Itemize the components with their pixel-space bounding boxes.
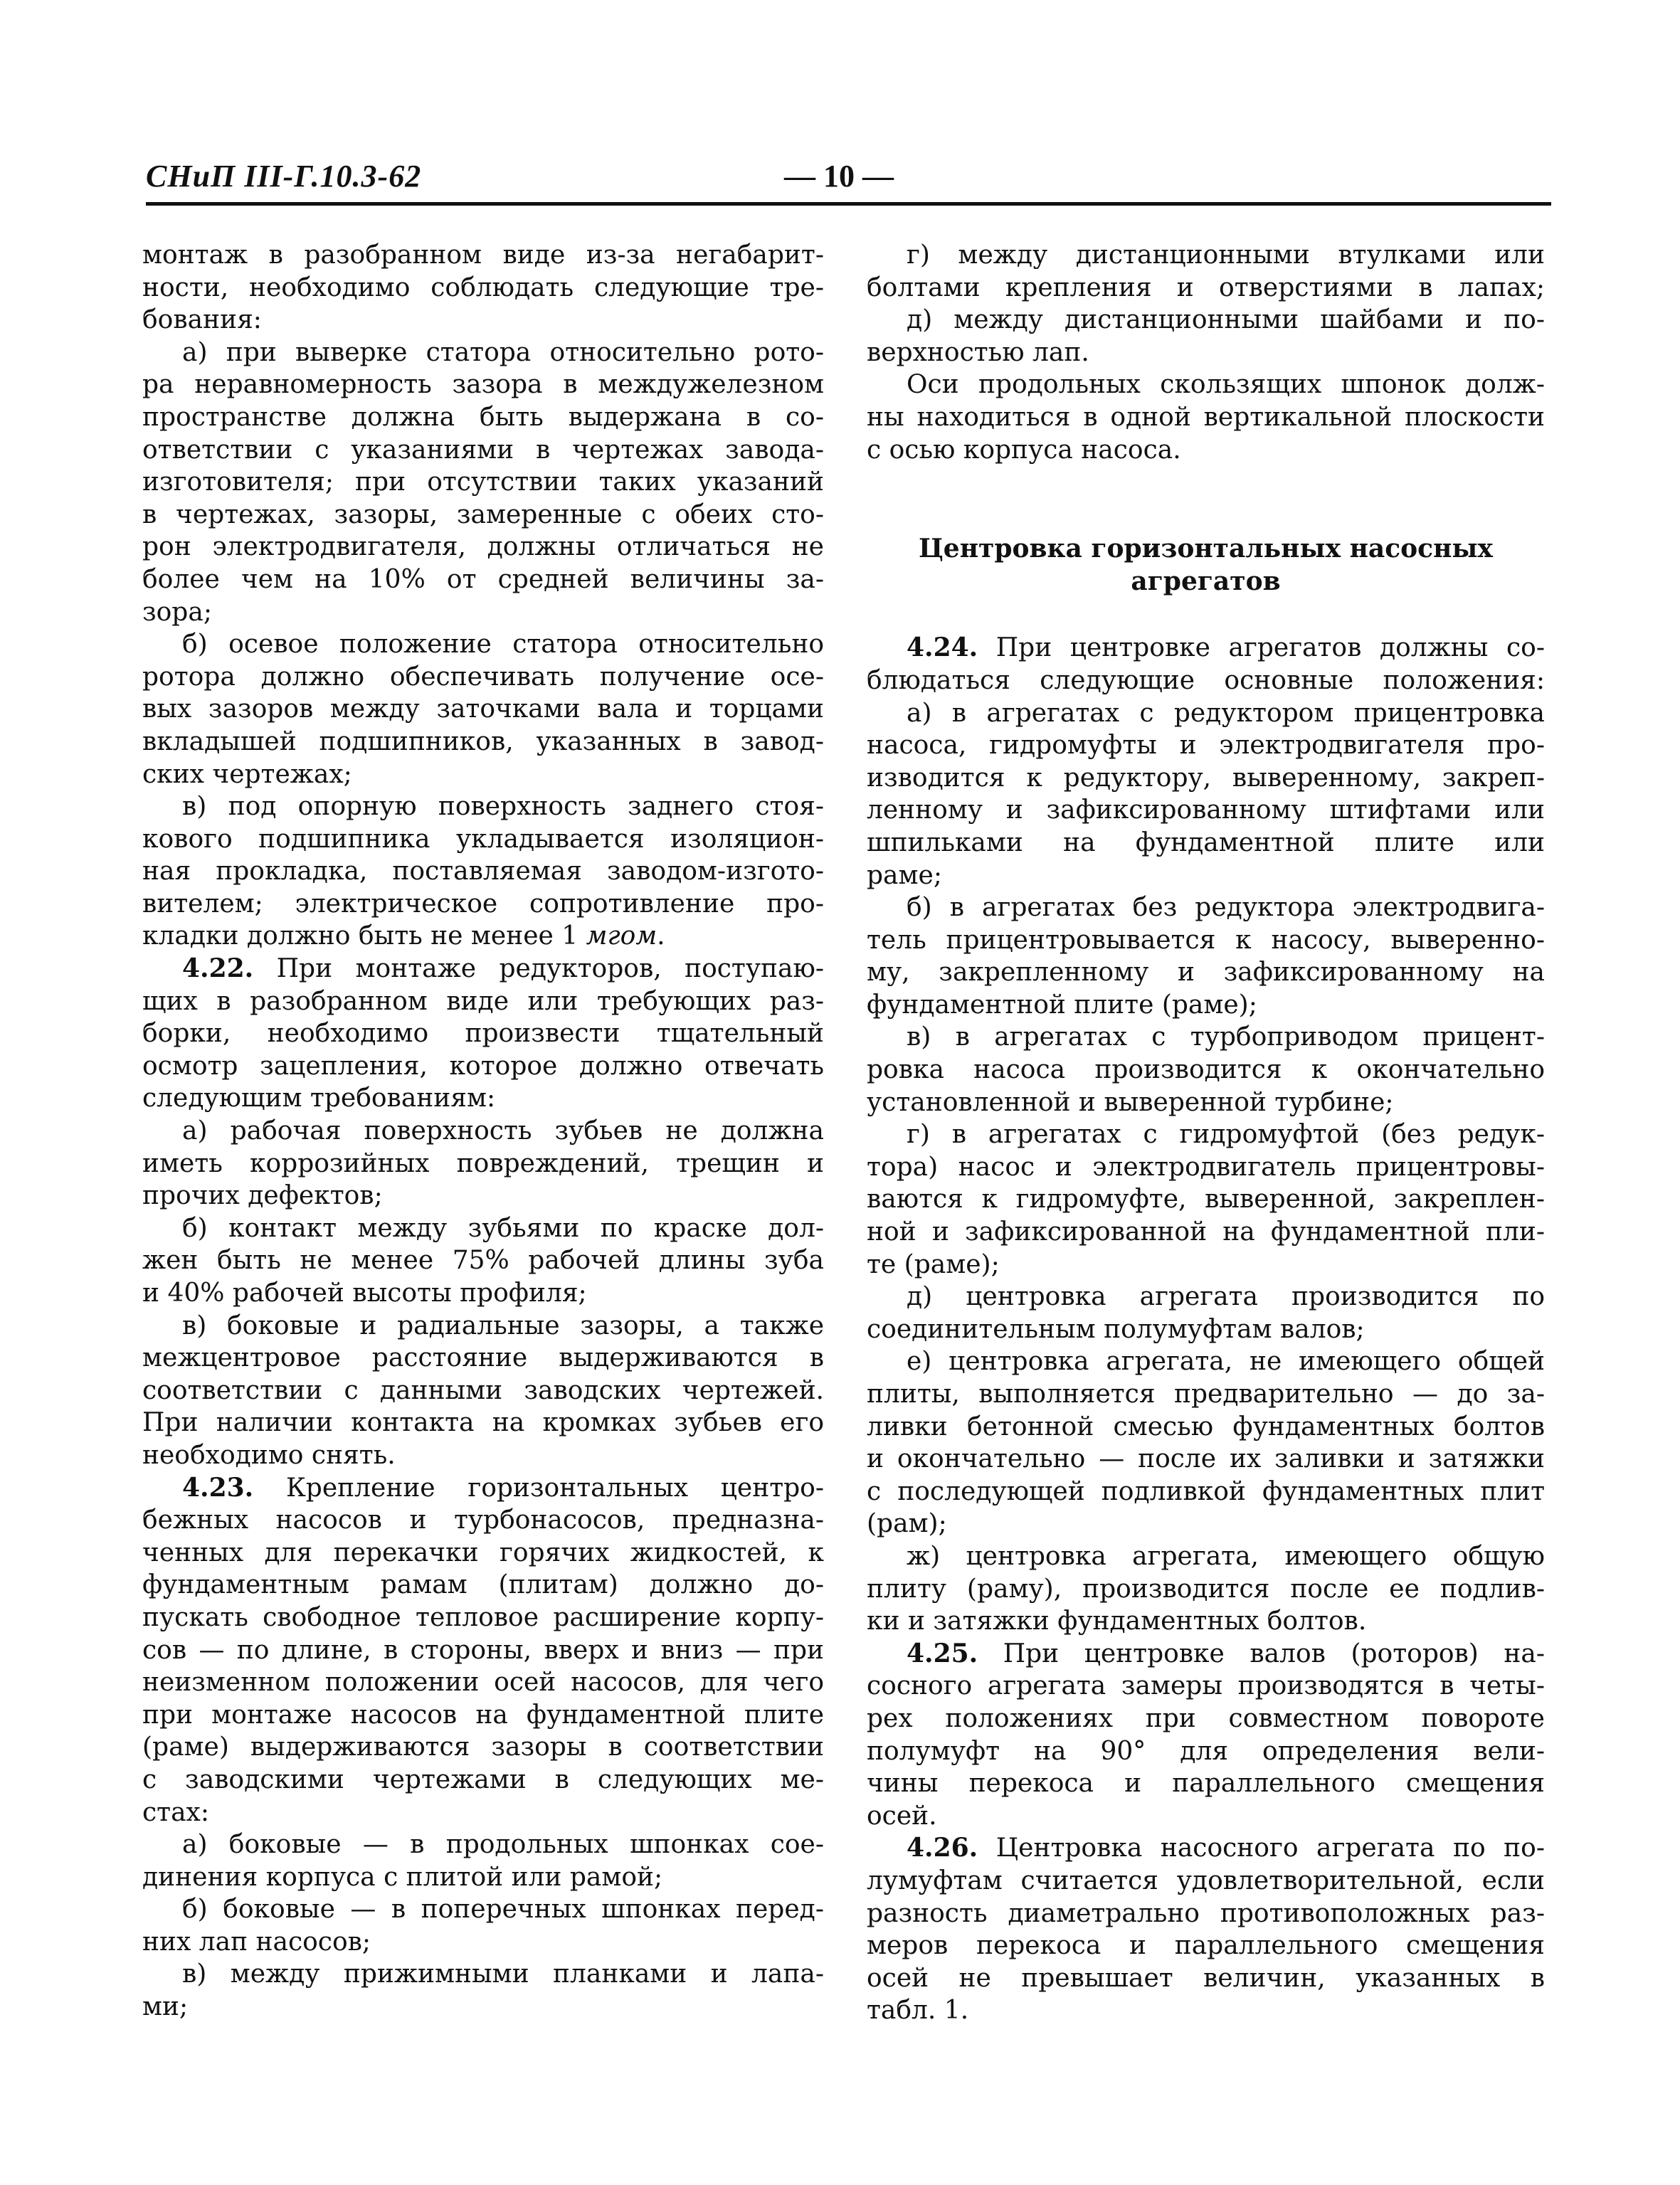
text-line-content: щих в разобранном виде или требующих раз- [142, 986, 824, 1016]
text-line-content: осей. [867, 1801, 937, 1831]
text-line [867, 1021, 1545, 1054]
text-line-content: ских чертежах; [142, 759, 352, 789]
text-line [142, 693, 824, 726]
text-line-content: ки и затяжки фундаментных болтов. [867, 1607, 1367, 1636]
text-line-content: лумуфтам считается удовлетворительной, если [867, 1866, 1545, 1895]
text-line [142, 1504, 824, 1537]
text-line [142, 239, 824, 272]
text-line-content: рех положениях при совместном повороте [867, 1703, 1545, 1733]
text-line-content: установленной и выверенной турбине; [867, 1087, 1394, 1117]
text-line [142, 758, 824, 791]
text-line [142, 1569, 824, 1602]
text-line-content: в чертежах, зазоры, замеренные с обеих сто- [142, 499, 824, 529]
text-line-content: в) между прижимными планками и лапа- [182, 1959, 824, 1989]
text-line [142, 855, 824, 888]
text-line [142, 1602, 824, 1634]
clause-number: 4.26. [907, 1833, 978, 1863]
left-column [142, 239, 824, 2023]
text-line-content: межцентровое расстояние выдерживаются в [142, 1343, 824, 1373]
text-line [142, 1861, 824, 1894]
text-line-content: ной и зафиксированной на фундаментной пли- [867, 1217, 1545, 1247]
text-line [867, 1962, 1545, 1995]
text-line [142, 1277, 824, 1310]
text-line-content: следующим требованиям: [142, 1084, 496, 1113]
text-line [142, 628, 824, 661]
text-line-content: те (раме); [867, 1249, 1000, 1279]
text-line-content: при монтаже насосов на фундаментной плите [142, 1700, 824, 1730]
text-line [142, 401, 824, 434]
text-line-content: б) в агрегатах без редуктора электродвига- [907, 893, 1545, 923]
text-line [867, 369, 1545, 401]
text-line-content: стах: [142, 1797, 209, 1827]
text-line-content: ливки бетонной смесью фундаментных болтов [867, 1412, 1545, 1441]
text-line-content: сов — по длине, в стороны, вверх и вниз — при [142, 1635, 824, 1665]
text-line-content: д) между дистанционными шайбами и по- [907, 305, 1545, 335]
text-line-content: д) центровка агрегата производится по [907, 1282, 1545, 1312]
text-line-content: с последующей подливкой фундаментных плит [867, 1476, 1545, 1506]
text-line [142, 920, 824, 953]
text-line [867, 989, 1545, 1022]
text-line [142, 1050, 824, 1083]
text-line [867, 1670, 1545, 1703]
text-line [867, 762, 1545, 795]
text-line-content: динения корпуса с плитой или рамой; [142, 1862, 663, 1892]
text-line [867, 1735, 1545, 1768]
text-line-content: Оси продольных скользящих шпонок долж- [907, 370, 1545, 400]
text-line-content: пускать свободное тепловое расширение корпу- [142, 1602, 824, 1632]
text-line-content: (рам); [867, 1509, 947, 1539]
text-line-content: ж) центровка агрегата, имеющего общую [907, 1541, 1545, 1571]
section-heading-line-1: Центровка горизонтальных насосных [919, 534, 1493, 564]
text-line-content: вкладышей подшипников, указанных в завод- [142, 726, 824, 756]
text-line [142, 369, 824, 401]
text-line-content: ленному и зафиксированному штифтами или [867, 795, 1545, 825]
text-line [142, 1148, 824, 1180]
text-line [867, 1151, 1545, 1184]
text-line-content: плиты, выполняется предварительно — до за- [867, 1380, 1545, 1409]
text-line [867, 1086, 1545, 1119]
text-line [142, 1537, 824, 1570]
text-line-content: фундаментной плите (раме); [867, 990, 1257, 1020]
text-line [867, 827, 1545, 859]
text-line [142, 304, 824, 337]
text-line [867, 665, 1545, 697]
text-line-content: и 40% рабочей высоты профиля; [142, 1279, 587, 1308]
text-line [867, 1832, 1545, 1865]
text-line [142, 499, 824, 531]
text-line [867, 1605, 1545, 1638]
text-line [142, 1375, 824, 1407]
text-line-content: бования: [142, 305, 262, 335]
text-line [142, 337, 824, 369]
text-line-content: в) боковые и радиальные зазоры, а также [182, 1311, 824, 1340]
page-number: — 10 — [784, 159, 894, 194]
text-line [142, 1731, 824, 1764]
text-line-content: изводится к редуктору, выверенному, закреп- [867, 763, 1545, 793]
text-line [867, 337, 1545, 369]
text-line [867, 697, 1545, 730]
text-line-content: б) контакт между зубьями по краске дол- [182, 1213, 824, 1243]
text-line [867, 304, 1545, 337]
text-line [867, 1281, 1545, 1313]
text-line-content: полумуфт на 90° для определения вели- [867, 1736, 1545, 1766]
text-line-content: в) в агрегатах с турбоприводом прицент- [907, 1022, 1545, 1052]
text-line-content: раме; [867, 860, 942, 890]
text-line [142, 661, 824, 694]
right-column-top-text [867, 239, 1545, 466]
text-line-content: пространстве должна быть выдержана в со- [142, 402, 824, 432]
clause-number: 4.23. [182, 1472, 254, 1503]
text-line [867, 859, 1545, 892]
text-line-content: с заводскими чертежами в следующих ме- [142, 1765, 824, 1794]
text-line-content: При монтаже редукторов, поступаю- [253, 954, 824, 984]
text-line [142, 1764, 824, 1797]
text-line [867, 239, 1545, 272]
text-line [142, 1407, 824, 1439]
text-line [142, 1212, 824, 1245]
text-line [867, 1476, 1545, 1508]
text-line [142, 531, 824, 564]
text-line-content: иметь коррозийных повреждений, трещин и [142, 1148, 824, 1178]
text-line [867, 1508, 1545, 1540]
text-line-content: а) в агрегатах с редуктором прицентровка [907, 698, 1545, 728]
text-line [867, 1054, 1545, 1086]
text-line-content: осмотр зацепления, которое должно отвечать [142, 1051, 824, 1081]
text-line [867, 1800, 1545, 1833]
text-line-content: более чем на 10% от средней величины за- [142, 564, 824, 594]
text-line [867, 1183, 1545, 1216]
text-line-content: насоса, гидромуфты и электродвигателя про- [867, 731, 1545, 761]
text-line-content: ная прокладка, поставляемая заводом-изгото- [142, 857, 824, 887]
section-heading-line-2: агрегатов [1131, 566, 1281, 596]
text-line [142, 790, 824, 823]
text-line [867, 956, 1545, 989]
text-line [867, 1378, 1545, 1411]
text-line-content: жен быть не менее 75% рабочей длины зуба [142, 1246, 824, 1276]
text-line-content: и окончательно — после их заливки и затяжки [867, 1444, 1545, 1474]
text-line-content: блюдаться следующие основные положения: [867, 665, 1545, 695]
text-line-content: ответствии с указаниями в чертежах завода- [142, 435, 824, 465]
text-line-content: соединительным полумуфтам валов; [867, 1314, 1365, 1344]
clause-number: 4.22. [182, 953, 254, 984]
text-line [142, 1958, 824, 1991]
text-line [142, 1180, 824, 1212]
text-line-content: бежных насосов и турбонасосов, предназна- [142, 1506, 824, 1535]
header-rule [146, 202, 1551, 206]
text-line [142, 272, 824, 305]
text-line-content: них лап насосов; [142, 1927, 371, 1957]
text-line-content: б) осевое положение статора относительно [182, 630, 824, 660]
text-line [142, 1991, 824, 2023]
text-line-content: кового подшипника укладывается изоляцион- [142, 824, 824, 854]
text-line [867, 1249, 1545, 1281]
text-line-content: неизменном положении осей насосов, для чего [142, 1668, 824, 1698]
text-line [867, 1767, 1545, 1800]
text-line-content: ротора должно обеспечивать получение осе- [142, 662, 824, 692]
text-line-content: осей не превышает величин, указанных в [867, 1963, 1545, 1993]
page-header [146, 158, 1551, 203]
text-line-content: При центровке валов (роторов) на- [978, 1639, 1545, 1668]
text-line [142, 1310, 824, 1343]
text-line-content: монтаж в разобранном виде из-за негабарит- [142, 240, 824, 270]
text-line [867, 1118, 1545, 1151]
text-line-content: болтами крепления и отверстиями в лапах; [867, 273, 1545, 302]
text-line-content: меров перекоса и параллельного смещения [867, 1931, 1545, 1961]
text-line-content: необходимо снять. [142, 1440, 396, 1470]
text-line [142, 1829, 824, 1861]
text-line [142, 1342, 824, 1375]
text-line-content: вых зазоров между заточками вала и торцами [142, 694, 824, 724]
text-line-content: ны находиться в одной вертикальной плоскости [867, 402, 1545, 432]
clause-number: 4.25. [907, 1638, 978, 1668]
text-line-content: шпильками на фундаментной плите или [867, 827, 1545, 857]
text-line [142, 985, 824, 1018]
text-line-content: верхностью лап. [867, 337, 1089, 367]
text-line [867, 1573, 1545, 1606]
text-line [867, 1443, 1545, 1476]
text-line [867, 1898, 1545, 1930]
text-line [142, 1926, 824, 1959]
text-line-content: ченных для перекачки горячих жидкостей, к [142, 1538, 824, 1567]
text-line [142, 596, 824, 629]
text-line-content: а) боковые — в продольных шпонках сое- [182, 1830, 824, 1860]
right-column [867, 239, 1545, 2027]
text-line-content: му, закрепленному и зафиксированному на [867, 958, 1545, 988]
text-line-content: изготовителя; при отсутствии таких указаний [142, 467, 824, 497]
text-line [867, 892, 1545, 924]
text-line [142, 466, 824, 499]
text-line-content: б) боковые — в поперечных шпонках перед- [182, 1895, 824, 1925]
text-line [142, 564, 824, 596]
text-line-content: с осью корпуса насоса. [867, 435, 1181, 465]
text-line-content: вителем; электрическое сопротивление про- [142, 889, 824, 919]
text-line [867, 434, 1545, 467]
text-line-content: чины перекоса и параллельного смещения [867, 1769, 1545, 1799]
text-line [142, 434, 824, 467]
text-line [867, 1345, 1545, 1378]
text-line-content: плиту (раму), производится после ее подлив- [867, 1574, 1545, 1604]
text-line [142, 1439, 824, 1472]
text-line [142, 1699, 824, 1732]
text-line-content: соответствии с данными заводских чертежей. [142, 1375, 824, 1405]
text-line [867, 1703, 1545, 1735]
text-line [867, 1216, 1545, 1249]
document-code: СНиП III-Г.10.3-62 [146, 159, 422, 194]
text-line-content: ми; [142, 1992, 189, 2022]
text-line-content: в) под опорную поверхность заднего стоя- [182, 792, 824, 822]
text-line [867, 1540, 1545, 1573]
text-line [867, 401, 1545, 434]
text-line-content: ности, необходимо соблюдать следующие тре- [142, 273, 824, 302]
text-line [142, 1634, 824, 1667]
text-line [867, 1865, 1545, 1898]
text-line-content: г) в агрегатах с гидромуфтой (без редук- [907, 1120, 1545, 1150]
text-line [142, 1666, 824, 1699]
text-line-content: а) при выверке статора относительно рото- [182, 337, 824, 367]
clause-number: 4.24. [907, 633, 978, 663]
text-line [142, 1082, 824, 1115]
text-line [142, 1472, 824, 1505]
text-line [867, 729, 1545, 762]
text-line [867, 1930, 1545, 1962]
text-line-content: рон электродвигателя, должны отличаться не [142, 532, 824, 562]
text-line-content: табл. 1. [867, 1996, 969, 2026]
text-line-content: ваются к гидромуфте, выверенной, закреплен- [867, 1185, 1545, 1215]
text-line [142, 1893, 824, 1926]
text-line [867, 1638, 1545, 1671]
text-line-content: Крепление горизонтальных центро- [253, 1473, 824, 1503]
text-line-content: кладки должно быть не менее 1 мгом. [142, 921, 665, 951]
text-line-content: ра неравномерность зазора в междужелезном [142, 370, 824, 400]
text-line-content: г) между дистанционными втулками или [907, 240, 1545, 270]
text-line-content: фундаментным рамам (плитам) должно до- [142, 1570, 824, 1600]
text-line [142, 823, 824, 856]
text-line-content: а) рабочая поверхность зубьев не должна [182, 1116, 824, 1146]
text-line-content: тель прицентровывается к насосу, выверенно- [867, 925, 1545, 955]
text-line-content: ровка насоса производится к окончательно [867, 1055, 1545, 1085]
text-line-content: При центровке агрегатов должны со- [978, 633, 1545, 663]
text-line [142, 1244, 824, 1277]
text-line [867, 794, 1545, 827]
text-line [142, 953, 824, 985]
text-line-content: тора) насос и электродвигатель прицентровы- [867, 1152, 1545, 1182]
text-line-content: зора; [142, 597, 212, 627]
right-column-bottom-text [867, 632, 1545, 2027]
text-line [867, 632, 1545, 665]
text-line-content: При наличии контакта на кромках зубьев его [142, 1408, 824, 1438]
text-line-content: разность диаметрально противоположных раз- [867, 1898, 1545, 1928]
text-line [867, 1994, 1545, 2027]
text-line-content: (раме) выдерживаются зазоры в соответствии [142, 1732, 824, 1762]
text-line [142, 1797, 824, 1829]
text-line [142, 726, 824, 758]
text-line [142, 1017, 824, 1050]
text-line [142, 1115, 824, 1148]
text-line-content: сосного агрегата замеры производятся в четы- [867, 1671, 1545, 1701]
text-line [867, 1313, 1545, 1346]
text-line [867, 1411, 1545, 1444]
text-line-content: Центровка насосного агрегата по по- [978, 1834, 1545, 1863]
text-line [142, 888, 824, 921]
text-line-content: борки, необходимо произвести тщательный [142, 1019, 824, 1049]
text-line-content: е) центровка агрегата, не имеющего общей [907, 1347, 1545, 1377]
text-line [867, 272, 1545, 305]
text-line [867, 924, 1545, 957]
text-line-content: прочих дефектов; [142, 1181, 383, 1211]
